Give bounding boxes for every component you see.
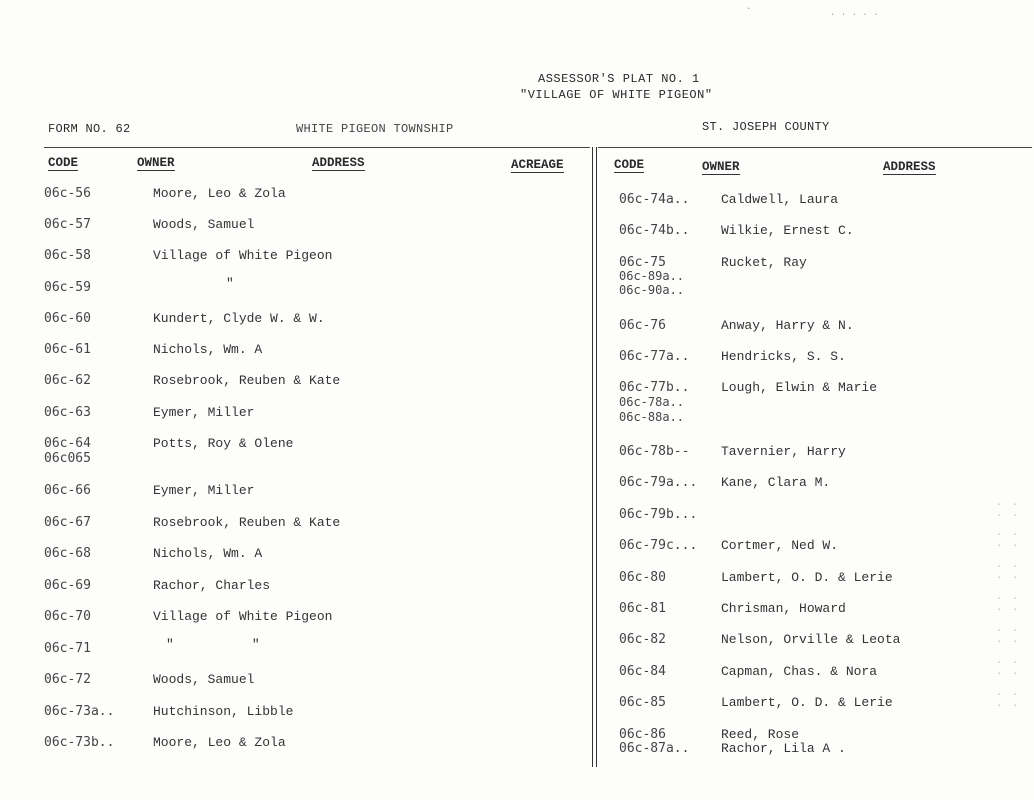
right-owner-header: OWNER <box>702 160 740 174</box>
left-row-code: 06c-59 <box>44 280 91 295</box>
right-row-code: 06c-84 <box>619 664 666 679</box>
right-row-code: 06c-78b-- <box>619 444 690 459</box>
left-row-code: 06c-73b.. <box>44 735 115 750</box>
left-row-owner: Nichols, Wm. A <box>153 342 263 357</box>
left-row-code: 06c-68 <box>44 546 91 561</box>
right-address-header: ADDRESS <box>883 160 936 174</box>
right-row-code: 06c-79b... <box>619 507 698 522</box>
right-row-code: 06c-77a.. <box>619 349 690 364</box>
right-row-owner: Caldwell, Laura <box>721 192 839 207</box>
left-row-code: 06c-64 <box>44 436 91 451</box>
left-row-owner: Hutchinson, Libble <box>153 704 294 719</box>
left-row-owner: Eymer, Miller <box>153 483 255 498</box>
scan-artifact-dots: · · · · <box>996 690 1021 712</box>
left-row-code: 06c-72 <box>44 672 91 687</box>
left-row-code: 06c-58 <box>44 248 91 263</box>
scan-artifact-specks: · · · · · <box>830 10 879 20</box>
right-row-owner: Reed, Rose <box>721 727 800 742</box>
village-title: "VILLAGE OF WHITE PIGEON" <box>520 88 713 102</box>
left-acreage-header: ACREAGE <box>511 158 564 172</box>
left-row-owner: Moore, Leo & Zola <box>153 735 286 750</box>
left-row-code: 06c-60 <box>44 311 91 326</box>
left-row-code: 06c-69 <box>44 578 91 593</box>
right-row-owner: Tavernier, Harry <box>721 444 846 459</box>
left-row-owner: Rachor, Charles <box>153 578 271 593</box>
scan-artifact-dots: · · · · <box>996 626 1021 648</box>
right-row-owner: Anway, Harry & N. <box>721 318 854 333</box>
left-row-code: 06c-73a.. <box>44 704 115 719</box>
left-row-owner: Nichols, Wm. A <box>153 546 263 561</box>
right-row-owner: Rucket, Ray <box>721 255 807 270</box>
right-row-code: 06c-77b.. <box>619 380 690 395</box>
right-row-owner: Kane, Clara M. <box>721 475 831 490</box>
column-divider <box>592 147 593 767</box>
right-row-owner: Lambert, O. D. & Lerie <box>721 695 893 710</box>
right-row-owner: Wilkie, Ernest C. <box>721 223 854 238</box>
right-row-owner: Lough, Elwin & Marie <box>721 380 878 395</box>
right-row-code: 06c-74a.. <box>619 192 690 207</box>
header-rule-right <box>598 147 1032 148</box>
scan-artifact-dots: · · · · <box>996 594 1021 616</box>
left-row-owner: Village of White Pigeon <box>153 248 333 263</box>
left-owner-header: OWNER <box>137 156 175 170</box>
right-row-code-secondary: 06c-87a.. <box>619 741 690 756</box>
column-divider-inner <box>596 147 597 767</box>
right-row-code: 06c-86 <box>619 727 666 742</box>
right-row-code-secondary: 06c-89a.. <box>619 269 685 283</box>
scan-artifact-specks: · <box>746 4 752 14</box>
right-row-code: 06c-75 <box>619 255 666 270</box>
left-row-owner: Rosebrook, Reuben & Kate <box>153 515 341 530</box>
form-number: FORM NO. 62 <box>48 122 131 136</box>
township-name: WHITE PIGEON TOWNSHIP <box>296 122 454 136</box>
left-row-code: 06c-61 <box>44 342 91 357</box>
left-row-owner: Potts, Roy & Olene <box>153 436 294 451</box>
left-code-header: CODE <box>48 156 79 170</box>
right-row-code: 06c-82 <box>619 632 666 647</box>
right-row-code: 06c-74b.. <box>619 223 690 238</box>
left-row-code: 06c-63 <box>44 405 91 420</box>
right-row-code-secondary: 06c-78a.. <box>619 395 685 409</box>
left-row-code: 06c-57 <box>44 217 91 232</box>
left-row-code: 06c-66 <box>44 483 91 498</box>
right-row-code: 06c-79a... <box>619 475 698 490</box>
left-row-code-secondary: 06c065 <box>44 451 91 466</box>
right-row-code: 06c-80 <box>619 570 666 585</box>
right-row-code-tertiary: 06c-90a.. <box>619 283 685 297</box>
left-address-header: ADDRESS <box>312 156 365 170</box>
scan-artifact-dots: · · · · <box>996 500 1021 522</box>
right-row-owner: Cortmer, Ned W. <box>721 538 839 553</box>
right-row-code: 06c-79c... <box>619 538 698 553</box>
right-code-header: CODE <box>614 158 645 172</box>
right-row-owner: Lambert, O. D. & Lerie <box>721 570 893 585</box>
left-row-owner: Woods, Samuel <box>153 672 255 687</box>
scan-artifact-dots: · · · · <box>996 658 1021 680</box>
right-row-owner: Chrisman, Howard <box>721 601 846 616</box>
scan-artifact-dots: · · · · <box>996 530 1021 552</box>
left-row-code: 06c-62 <box>44 373 91 388</box>
plat-title: ASSESSOR'S PLAT NO. 1 <box>538 72 700 86</box>
left-row-owner: " <box>226 276 234 291</box>
right-row-owner: Hendricks, S. S. <box>721 349 846 364</box>
left-row-owner: Woods, Samuel <box>153 217 255 232</box>
left-row-code: 06c-67 <box>44 515 91 530</box>
left-row-owner: Village of White Pigeon <box>153 609 333 624</box>
right-row-owner: Capman, Chas. & Nora <box>721 664 878 679</box>
left-row-owner: Moore, Leo & Zola <box>153 186 286 201</box>
left-row-code: 06c-56 <box>44 186 91 201</box>
scan-artifact-dots: · · · · <box>996 562 1021 584</box>
right-row-code-tertiary: 06c-88a.. <box>619 410 685 424</box>
left-row-owner: Kundert, Clyde W. & W. <box>153 311 325 326</box>
right-row-owner: Nelson, Orville & Leota <box>721 632 901 647</box>
header-rule-left <box>44 147 590 148</box>
left-row-owner: Rosebrook, Reuben & Kate <box>153 373 341 388</box>
left-row-owner: Eymer, Miller <box>153 405 255 420</box>
right-row-code: 06c-81 <box>619 601 666 616</box>
right-row-owner-secondary: Rachor, Lila A . <box>721 741 846 756</box>
left-row-code: 06c-71 <box>44 641 91 656</box>
right-row-code: 06c-85 <box>619 695 666 710</box>
left-row-owner: " " <box>166 637 260 652</box>
left-row-code: 06c-70 <box>44 609 91 624</box>
right-row-code: 06c-76 <box>619 318 666 333</box>
county-name: ST. JOSEPH COUNTY <box>702 120 830 134</box>
